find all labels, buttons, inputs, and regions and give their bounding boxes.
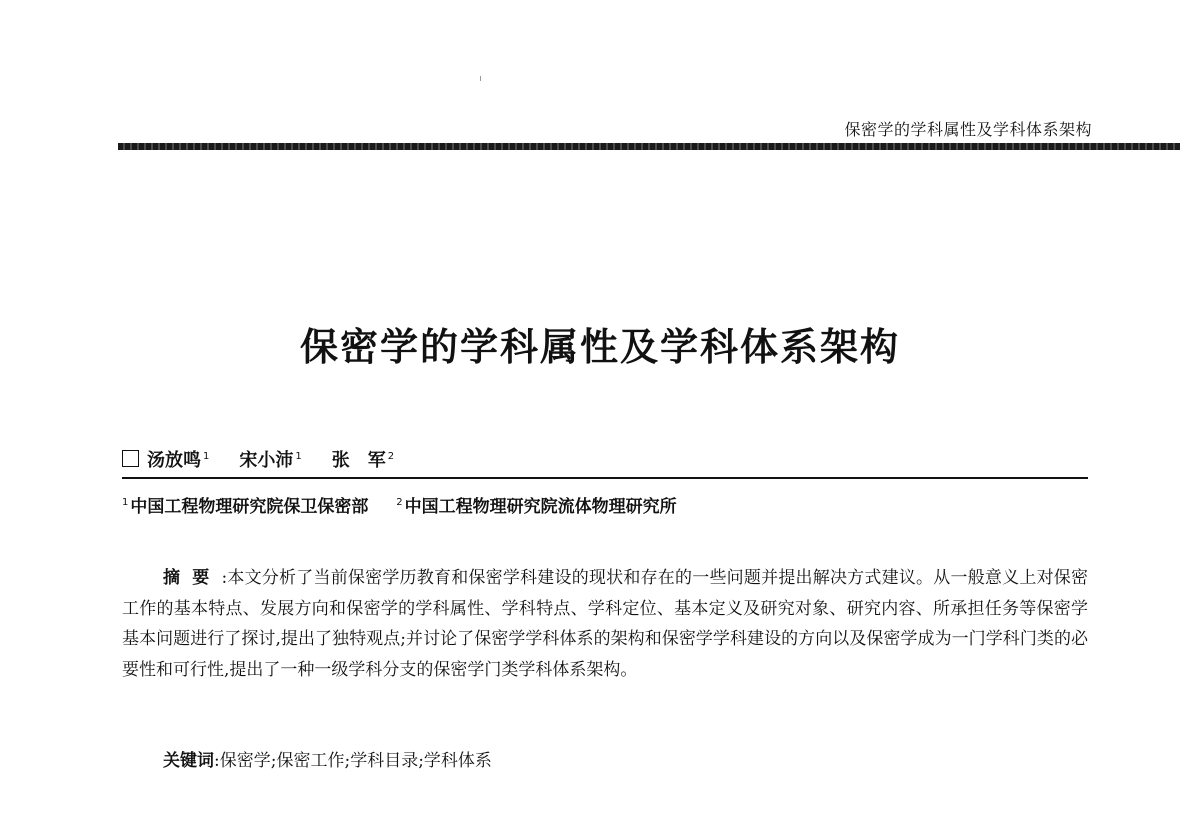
- author-affiliation-mark: 1: [295, 451, 302, 462]
- running-header: 保密学的学科属性及学科体系架构: [844, 120, 1092, 139]
- affiliation: [122, 497, 368, 517]
- affiliation-name: 中国工程物理研究院保卫保密部: [130, 497, 369, 517]
- abstract-label: 摘要: [163, 568, 222, 588]
- paper-title: 保密学的学科属性及学科体系架构: [299, 324, 900, 369]
- author-name: 张 军: [331, 450, 386, 471]
- affiliation: [396, 497, 676, 517]
- keywords-separator: :: [214, 751, 220, 771]
- author: [147, 446, 209, 472]
- keywords-label: 关键词: [163, 751, 214, 771]
- abstract: [122, 563, 1088, 685]
- author-name: 宋小沛: [239, 450, 294, 471]
- header-rule: [118, 143, 1180, 150]
- keywords-text: 保密学;保密工作;学科目录;学科体系: [219, 751, 492, 771]
- scan-mark: [480, 76, 481, 81]
- author-line: [122, 446, 424, 472]
- author-rule: [122, 477, 1088, 479]
- author: [239, 446, 301, 472]
- abstract-text: 本文分析了当前保密学历教育和保密学科建设的现状和存在的一些问题并提出解决方式建议。从一般意义上对保密工作的基本特点、发展方向和保密学的学科属性、学科特点、学科定位、基本定义及研究对象、研究内容、所承担任务等保密学基本问题进行了探讨,提出了独特观点;并讨论了保密学学科体系的架构和保密学学科建设的方向以及保密学成为一门学科门类的必要性和可行性,提出了一种一级学科分支的保密学门类学科体系架构。: [122, 568, 1089, 680]
- affiliation-mark: 2: [396, 497, 403, 509]
- author-affiliation-mark: 2: [387, 451, 395, 462]
- keywords: [163, 746, 492, 771]
- author-affiliation-mark: 1: [203, 451, 210, 462]
- author-box-icon: [122, 450, 139, 467]
- affiliation-name: 中国工程物理研究院流体物理研究所: [404, 497, 677, 517]
- affiliation-mark: 1: [122, 497, 129, 509]
- author: [332, 446, 394, 472]
- author-name: 汤放鸣: [147, 450, 201, 471]
- affiliation-line: [122, 492, 699, 517]
- abstract-separator: :: [221, 568, 228, 588]
